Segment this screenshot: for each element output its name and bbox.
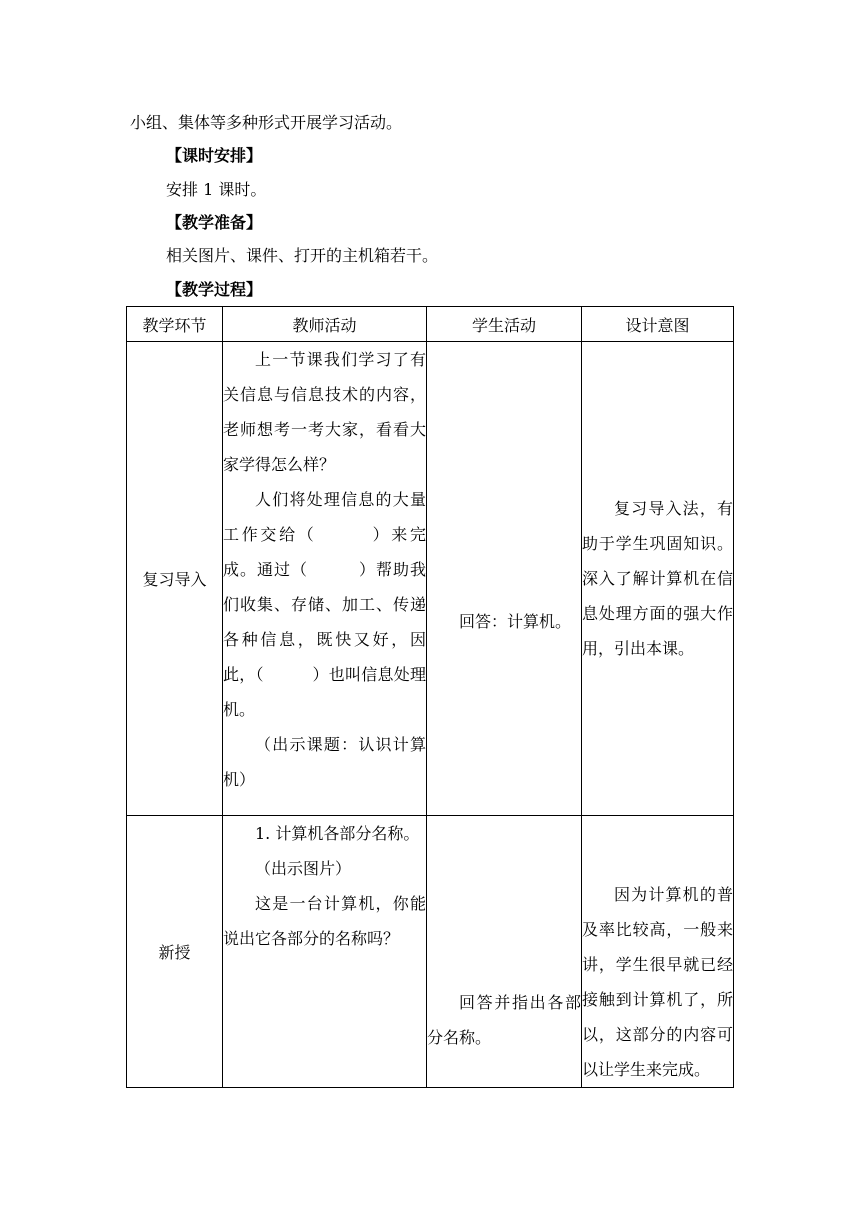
section-text-schedule: 安排 1 课时。 [166, 180, 267, 199]
teacher-activity-cell [223, 342, 427, 816]
stage-cell: 复习导入 [127, 342, 223, 816]
table-row [127, 816, 734, 1088]
teacher-paragraph: 这是一台计算机，你能说出它各部分的名称吗？ [223, 894, 426, 948]
stage-cell: 新授 [127, 816, 223, 1088]
table-header-row [127, 307, 734, 342]
intro-line: 小组、集体等多种形式开展学习活动。 [130, 113, 403, 132]
student-activity-cell [427, 342, 582, 816]
table-row [127, 342, 734, 816]
header-stage: 教学环节 [127, 307, 223, 342]
teacher-paragraph: 上一节课我们学习了有关信息与信息技术的内容，老师想考一考大家，看看大家学得怎么样？ [223, 350, 426, 474]
section-text-preparation: 相关图片、课件、打开的主机箱若干。 [166, 246, 439, 265]
section-heading-preparation: 【教学准备】 [166, 213, 263, 232]
design-intent-cell [582, 342, 734, 816]
design-text: 因为计算机的普及率比较高，一般来讲，学生很早就已经接触到计算机了，所以，这部分的内容可以让学生来完成。 [582, 885, 733, 1079]
teacher-activity-cell [223, 816, 427, 1088]
header-teacher: 教师活动 [223, 307, 427, 342]
student-activity-cell [427, 816, 582, 1088]
teaching-process-table [126, 306, 734, 1088]
section-heading-schedule: 【课时安排】 [166, 146, 263, 165]
teacher-paragraph: 1. 计算机各部分名称。 [255, 824, 420, 843]
design-text: 复习导入法，有助于学生巩固知识。深入了解计算机在信息处理方面的强大作用，引出本课。 [582, 499, 733, 658]
student-text: 回答：计算机。 [459, 612, 572, 631]
header-student: 学生活动 [427, 307, 582, 342]
section-heading-process: 【教学过程】 [166, 280, 263, 299]
teacher-paragraph: （出示图片） [255, 859, 352, 878]
student-text: 回答并指出各部分名称。 [427, 993, 581, 1047]
design-intent-cell [582, 816, 734, 1088]
teacher-paragraph: 人们将处理信息的大量工作交给（ ）来完成。通过（ ）帮助我们收集、存储、加工、传递各种信息，既快又好，因此，（ ）也叫信息处理机。 [223, 490, 426, 719]
teacher-paragraph: （出示课题：认识计算机） [223, 735, 426, 789]
header-design: 设计意图 [582, 307, 734, 342]
